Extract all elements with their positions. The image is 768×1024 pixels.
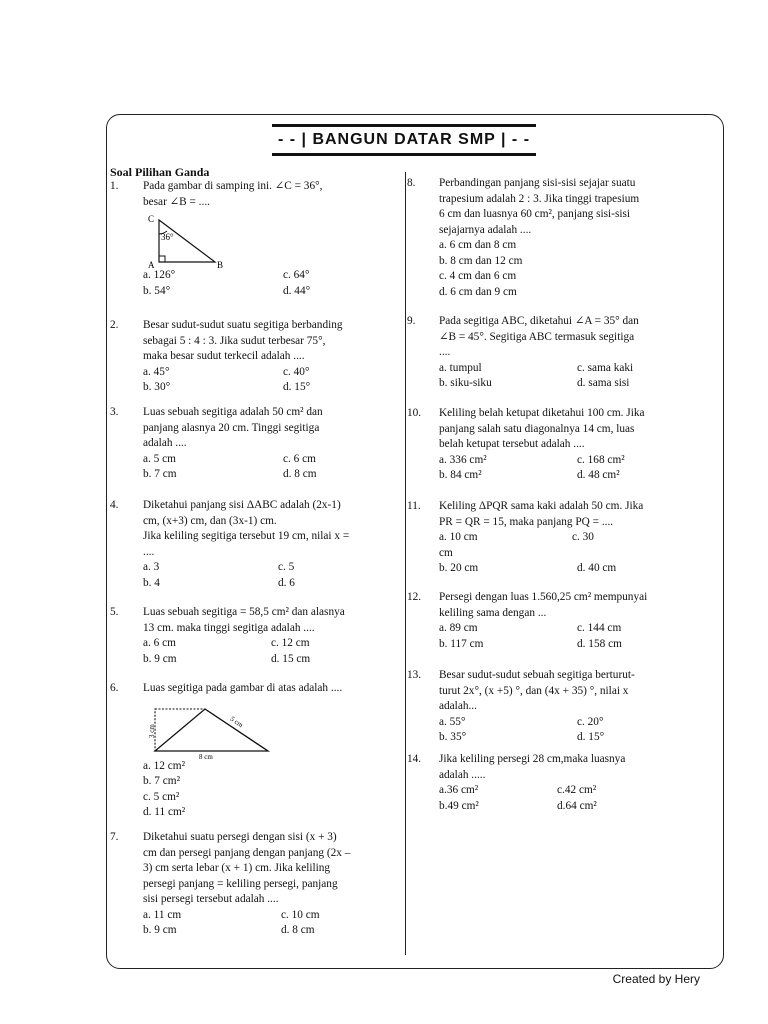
option-b[interactable]: b. 9 cm xyxy=(143,924,177,936)
question-text: cm, (x+3) cm, dan (3x-1) cm. xyxy=(143,514,277,527)
question-text: persegi panjang = keliling persegi, panjang xyxy=(143,877,338,890)
question-text: turut 2x°, (x +5) °, dan (4x + 35) °, nilai x xyxy=(439,684,629,697)
vertex-label-b: B xyxy=(217,260,224,270)
question-text: adalah ..... xyxy=(439,768,486,781)
option-b[interactable]: b. 54° xyxy=(143,284,171,297)
side-label: 3 cm xyxy=(148,723,156,738)
question-text: panjang alasnya 20 cm. Tinggi segitiga xyxy=(143,421,320,434)
question-text: Jika keliling persegi 28 cm,maka luasnya xyxy=(439,753,626,765)
option-a[interactable]: a. tumpul xyxy=(439,361,482,374)
title-banner xyxy=(272,124,536,156)
vertex-label-a: A xyxy=(148,260,155,270)
question-text: adalah .... xyxy=(143,437,187,449)
option-a[interactable]: a. 45° xyxy=(143,365,170,378)
question-text: Jika keliling segitiga tersebut 19 cm, nilai x = xyxy=(143,530,350,542)
question-text: Keliling ΔPQR sama kaki adalah 50 cm. Jika xyxy=(439,500,644,512)
question-number: 6. xyxy=(110,682,119,694)
question-text: Perbandingan panjang sisi-sisi sejajar suatu xyxy=(439,177,636,189)
hypotenuse-label: 5 cm xyxy=(228,714,245,729)
option-c[interactable]: c. 4 cm dan 6 cm xyxy=(439,270,517,282)
question-text: Diketahui suatu persegi dengan sisi (x + 3) xyxy=(143,831,337,843)
option-d[interactable]: d. 6 xyxy=(278,576,295,589)
option-a[interactable]: a. 10 cm xyxy=(439,531,478,543)
question-number: 3. xyxy=(110,406,119,418)
option-d[interactable]: d. 15° xyxy=(283,381,311,393)
question-text: Keliling belah ketupat diketahui 100 cm. Jika xyxy=(439,407,645,419)
option-d[interactable]: d. 40 cm xyxy=(577,562,617,574)
option-d[interactable]: d. 15 cm xyxy=(271,652,311,665)
option-c[interactable]: c.42 cm² xyxy=(557,784,597,796)
option-b[interactable]: b. 30° xyxy=(143,381,171,393)
question-text: Besar sudut-sudut sebuah segitiga berturut- xyxy=(439,669,635,681)
question-text: maka besar sudut terkecil adalah .... xyxy=(143,350,305,362)
section-heading: Soal Pilihan Ganda xyxy=(110,165,210,179)
question-number: 4. xyxy=(110,499,119,511)
option-d[interactable]: d. 48 cm² xyxy=(577,469,620,481)
question-number: 14. xyxy=(407,753,422,765)
question-text: Pada gambar di samping ini. ∠C = 36°, xyxy=(143,180,323,192)
option-c[interactable]: c. 64° xyxy=(283,269,310,281)
question-text: 13 cm. maka tinggi segitiga adalah .... xyxy=(143,621,315,634)
worksheet-title: - - | BANGUN DATAR SMP | - - xyxy=(277,131,531,148)
question-text: Besar sudut-sudut suatu segitiga berbanding xyxy=(143,319,343,331)
option-c[interactable]: c. 144 cm xyxy=(577,622,622,634)
option-a[interactable]: a. 5 cm xyxy=(143,452,176,465)
option-c[interactable]: c. 5 xyxy=(278,561,295,573)
question-number: 5. xyxy=(110,606,119,618)
option-a[interactable]: a. 12 cm² xyxy=(143,759,185,772)
question-text: .... xyxy=(143,545,155,558)
option-c[interactable]: c. sama kaki xyxy=(577,361,634,374)
question-text: Persegi dengan luas 1.560,25 cm² mempunyai xyxy=(439,591,648,603)
option-b[interactable]: b. 84 cm² xyxy=(439,469,482,481)
option-b[interactable]: b. 20 cm xyxy=(439,562,479,574)
option-b[interactable]: b.49 cm² xyxy=(439,799,479,812)
option-d[interactable]: d. sama sisi xyxy=(577,377,630,389)
option-b[interactable]: b. 4 xyxy=(143,576,160,589)
question-text: Diketahui panjang sisi ΔABC adalah (2x-1) xyxy=(143,499,341,511)
option-d[interactable]: d. 8 cm xyxy=(283,468,317,480)
triangle-figure xyxy=(143,699,278,759)
option-a[interactable]: a. 6 cm dan 8 cm xyxy=(439,239,517,251)
question-text: cm dan persegi panjang dengan panjang (2x – xyxy=(143,846,351,859)
question-text: sejajarnya adalah .... xyxy=(439,223,532,236)
option-d[interactable]: d.64 cm² xyxy=(557,799,597,812)
question-text: Luas segitiga pada gambar di atas adalah .... xyxy=(143,682,343,694)
question-text: ∠B = 45°. Segitiga ABC termasuk segitiga xyxy=(439,330,635,343)
question-text: .... xyxy=(439,346,451,358)
option-c[interactable]: c. 40° xyxy=(283,365,310,378)
option-c[interactable]: c. 20° xyxy=(577,715,604,728)
question-number: 10. xyxy=(407,407,422,419)
option-c[interactable]: c. 12 cm xyxy=(271,637,310,649)
question-text: trapesium adalah 2 : 3. Jika tinggi trapesium xyxy=(439,192,640,205)
option-b[interactable]: b. 7 cm² xyxy=(143,775,180,787)
question-text: Luas sebuah segitiga = 58,5 cm² dan alasnya xyxy=(143,606,345,618)
option-a[interactable]: a. 3 xyxy=(143,561,160,573)
option-a[interactable]: a. 336 cm² xyxy=(439,453,487,466)
question-number: 12. xyxy=(407,591,422,603)
option-a[interactable]: a. 55° xyxy=(439,715,466,728)
option-d[interactable]: d. 8 cm xyxy=(281,924,315,936)
question-number: 13. xyxy=(407,669,422,681)
option-c-unit: cm xyxy=(439,546,453,559)
question-number: 7. xyxy=(110,831,119,843)
option-d[interactable]: d. 44° xyxy=(283,284,311,297)
option-b[interactable]: b. 8 cm dan 12 cm xyxy=(439,254,523,267)
question-number: 2. xyxy=(110,319,119,331)
option-b[interactable]: b. 35° xyxy=(439,731,467,743)
option-a[interactable]: a. 89 cm xyxy=(439,622,478,634)
question-text: 3) cm serta lebar (x + 1) cm. Jika keliling xyxy=(143,862,331,874)
question-text: panjang salah satu diagonalnya 14 cm, luas xyxy=(439,422,635,435)
option-b[interactable]: b. 7 cm xyxy=(143,468,177,480)
question-text: sisi persegi tersebut adalah .... xyxy=(143,893,279,905)
question-text: keliling sama dengan ... xyxy=(439,606,547,619)
option-c[interactable]: c. 10 cm xyxy=(281,908,320,921)
right-triangle-figure xyxy=(145,212,225,270)
option-b[interactable]: b. siku-siku xyxy=(439,377,492,389)
vertex-label-c: C xyxy=(148,214,155,224)
question-number: 9. xyxy=(407,315,416,327)
option-a[interactable]: a.36 cm² xyxy=(439,784,479,796)
question-number: 8. xyxy=(407,177,416,189)
option-d[interactable]: d. 11 cm² xyxy=(143,806,186,818)
option-c[interactable]: c. 6 cm xyxy=(283,452,316,465)
option-b[interactable]: b. 9 cm xyxy=(143,652,177,665)
question-number: 1. xyxy=(110,180,119,192)
question-text: Luas sebuah segitiga adalah 50 cm² dan xyxy=(143,406,323,418)
question-text: adalah... xyxy=(439,700,477,712)
option-c[interactable]: c. 168 cm² xyxy=(577,453,625,466)
option-c[interactable]: c. 30 xyxy=(572,531,594,543)
question-text: 6 cm dan luasnya 60 cm², panjang sisi-sisi xyxy=(439,208,631,220)
angle-label: 36° xyxy=(161,232,174,242)
question-text: sebagai 5 : 4 : 3. Jika sudut terbesar 75°, xyxy=(143,334,326,347)
question-number: 11. xyxy=(407,500,421,512)
footer-credit: Created by Hery xyxy=(612,972,700,986)
option-b[interactable]: b. 117 cm xyxy=(439,637,484,650)
option-d[interactable]: d. 15° xyxy=(577,731,605,743)
question-text: PR = QR = 15, maka panjang PQ = .... xyxy=(439,515,614,528)
option-a[interactable]: a. 11 cm xyxy=(143,908,182,921)
option-a[interactable]: a. 126° xyxy=(143,269,176,281)
base-label: 8 cm xyxy=(199,752,213,759)
option-d[interactable]: d. 158 cm xyxy=(577,637,622,650)
option-c[interactable]: c. 5 cm² xyxy=(143,790,180,803)
question-text: besar ∠B = .... xyxy=(143,195,210,208)
column-divider xyxy=(405,172,406,955)
option-d[interactable]: d. 6 cm dan 9 cm xyxy=(439,285,517,298)
question-text: Pada segitiga ABC, diketahui ∠A = 35° dan xyxy=(439,315,639,327)
option-a[interactable]: a. 6 cm xyxy=(143,637,176,649)
question-text: belah ketupat tersebut adalah .... xyxy=(439,438,585,450)
